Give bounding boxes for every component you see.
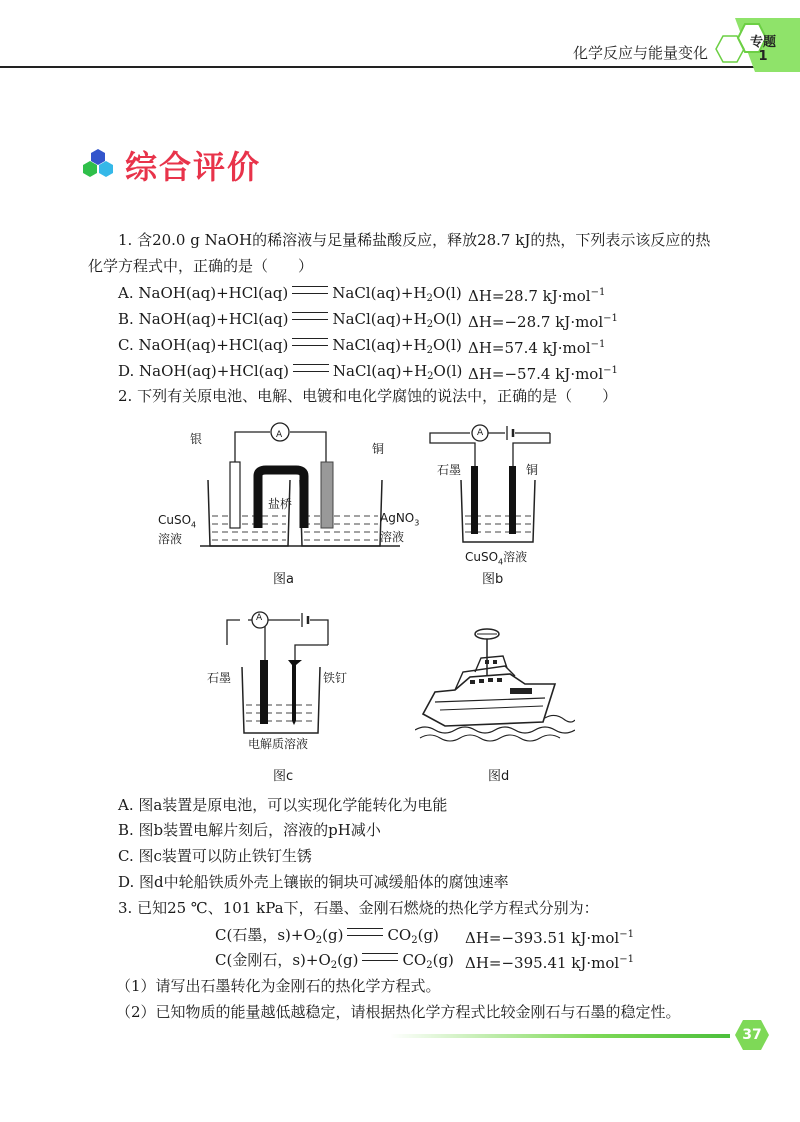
dh-text: ΔH=57.4 kJ·mol bbox=[468, 339, 591, 357]
q3-subquestion-1: （1）请写出石墨转化为金刚石的热化学方程式。 bbox=[116, 977, 441, 995]
option-letter: D. bbox=[118, 362, 135, 380]
page-number: 37 bbox=[742, 1027, 762, 1043]
ammeter-label: A bbox=[256, 613, 263, 623]
rhs: NaCl(aq)+H bbox=[332, 362, 428, 380]
subscript: 2 bbox=[426, 293, 433, 304]
q1-dh-c bbox=[468, 335, 605, 358]
dh-text: ΔH=−393.51 kJ·mol bbox=[465, 929, 620, 947]
eq-part: CO bbox=[402, 951, 427, 969]
superscript: −1 bbox=[603, 313, 618, 324]
q1-stem-line1: 1. 含20.0 g NaOH的稀溶液与足量稀盐酸反应，释放28.7 kJ的热，下列表示该反应的热 bbox=[118, 231, 711, 249]
rhs: NaCl(aq)+H bbox=[332, 284, 427, 302]
q1-option-a bbox=[118, 283, 462, 309]
rhs: NaCl(aq)+H bbox=[332, 310, 427, 328]
label-cuso4 bbox=[158, 513, 196, 546]
q1-stem-line2: 化学方程式中，正确的是（ ） bbox=[88, 257, 314, 275]
figure-c-iron-nail-cell bbox=[220, 605, 340, 740]
superscript: −1 bbox=[603, 365, 618, 376]
superscript: −1 bbox=[619, 954, 634, 965]
equals-sign bbox=[293, 364, 329, 372]
rhs: O(l) bbox=[433, 362, 463, 380]
equals-sign bbox=[347, 928, 383, 936]
equals-sign bbox=[292, 312, 328, 320]
subscript: 2 bbox=[427, 371, 434, 382]
subscript: 4 bbox=[498, 557, 504, 567]
caption-figure-b: 图b bbox=[482, 572, 504, 587]
q1-option-b bbox=[118, 309, 462, 335]
eq-part: CO bbox=[387, 926, 412, 944]
eq-part: C(石墨，s)+O bbox=[215, 926, 316, 944]
superscript: −1 bbox=[619, 929, 634, 940]
equals-sign bbox=[292, 338, 328, 346]
subscript: 2 bbox=[411, 935, 418, 946]
header-rule bbox=[0, 66, 800, 68]
ammeter-label: A bbox=[477, 428, 484, 438]
subscript: 3 bbox=[414, 518, 420, 528]
q3-dh-graphite bbox=[465, 925, 634, 948]
formula: CuSO bbox=[158, 513, 192, 527]
subscript: 2 bbox=[426, 960, 433, 971]
q3-stem: 3. 已知25 ℃、101 kPa下，石墨、金刚石燃烧的热化学方程式分别为： bbox=[118, 899, 599, 917]
eq-part: C(金刚石，s)+O bbox=[215, 951, 331, 969]
superscript: −1 bbox=[590, 287, 606, 298]
q2-option-d: D. 图d中轮船铁质外壳上镶嵌的铜块可减缓船体的腐蚀速率 bbox=[118, 873, 509, 891]
label-solution: 溶液 bbox=[503, 550, 528, 564]
option-letter: B. bbox=[118, 310, 134, 328]
label-silver: 银 bbox=[190, 432, 203, 446]
figure-b-electrolysis-cell bbox=[425, 418, 555, 548]
subscript: 4 bbox=[191, 520, 197, 530]
label-copper: 铜 bbox=[526, 463, 539, 477]
lhs: NaOH(aq)+HCl(aq) bbox=[138, 284, 289, 302]
caption-figure-c: 图c bbox=[273, 769, 294, 784]
cube-cluster-icon bbox=[82, 148, 114, 178]
equals-sign bbox=[362, 953, 398, 961]
ship-icon bbox=[415, 622, 575, 752]
dh-text: ΔH=−57.4 kJ·mol bbox=[468, 365, 604, 383]
label-graphite: 石墨 bbox=[437, 463, 462, 477]
label-agno3 bbox=[380, 511, 419, 544]
q3-subquestion-2: （2）已知物质的能量越低越稳定，请根据热化学方程式比较金刚石与石墨的稳定性。 bbox=[116, 1003, 681, 1021]
lhs: NaOH(aq)+HCl(aq) bbox=[138, 336, 289, 354]
q1-dh-a bbox=[468, 283, 605, 306]
subscript: 2 bbox=[426, 345, 433, 356]
q1-dh-b bbox=[468, 309, 618, 332]
label-solution: 溶液 bbox=[380, 530, 405, 545]
rhs: O(l) bbox=[433, 310, 462, 328]
rhs: O(l) bbox=[433, 336, 462, 354]
hex-outline-icon bbox=[715, 34, 745, 64]
q2-option-b: B. 图b装置电解片刻后，溶液的pH减小 bbox=[118, 821, 381, 839]
section-title: 综合评价 bbox=[125, 148, 262, 186]
label-graphite: 石墨 bbox=[207, 671, 232, 685]
formula: CuSO bbox=[465, 550, 499, 564]
label-iron-nail: 铁钉 bbox=[323, 671, 348, 685]
dh-text: ΔH=28.7 kJ·mol bbox=[468, 287, 591, 305]
chapter-title: 化学反应与能量变化 bbox=[572, 45, 708, 62]
label-cuso4-solution bbox=[465, 550, 527, 569]
caption-figure-a: 图a bbox=[273, 572, 294, 587]
q1-dh-d bbox=[468, 361, 618, 384]
eq-part: (g) bbox=[417, 926, 439, 944]
chapter-badge bbox=[743, 36, 783, 64]
ammeter-label: A bbox=[276, 430, 283, 440]
rhs: O(l) bbox=[432, 284, 462, 302]
eq-part: (g) bbox=[322, 926, 344, 944]
eq-part: (g) bbox=[337, 951, 359, 969]
label-solution: 溶液 bbox=[158, 532, 183, 547]
lhs: NaOH(aq)+HCl(aq) bbox=[138, 310, 289, 328]
option-letter: A. bbox=[118, 284, 134, 302]
q3-equation-diamond bbox=[215, 950, 454, 976]
q3-equation-graphite bbox=[215, 925, 439, 951]
subscript: 2 bbox=[315, 935, 323, 946]
label-electrolyte: 电解质溶液 bbox=[248, 737, 309, 751]
q2-stem: 2. 下列有关原电池、电解、电镀和电化学腐蚀的说法中，正确的是（ ） bbox=[118, 387, 618, 405]
dh-text: ΔH=−28.7 kJ·mol bbox=[468, 313, 604, 331]
dh-text: ΔH=−395.41 kJ·mol bbox=[465, 954, 620, 972]
caption-figure-d: 图d bbox=[488, 769, 510, 784]
q1-option-c bbox=[118, 335, 462, 361]
badge-number: 1 bbox=[758, 49, 768, 64]
eq-part: (g) bbox=[432, 951, 454, 969]
q2-option-c: C. 图c装置可以防止铁钉生锈 bbox=[118, 847, 312, 865]
option-letter: C. bbox=[118, 336, 134, 354]
formula: AgNO bbox=[380, 511, 415, 525]
label-salt-bridge: 盐桥 bbox=[268, 497, 293, 511]
q1-option-d bbox=[118, 361, 462, 387]
equals-sign bbox=[292, 286, 328, 294]
superscript: −1 bbox=[590, 339, 606, 350]
q3-dh-diamond bbox=[465, 950, 634, 973]
rhs: NaCl(aq)+H bbox=[332, 336, 427, 354]
lhs: NaOH(aq)+HCl(aq) bbox=[139, 362, 289, 380]
subscript: 2 bbox=[426, 319, 434, 330]
badge-label: 专题 bbox=[749, 35, 776, 50]
q2-option-a: A. 图a装置是原电池，可以实现化学能转化为电能 bbox=[118, 796, 448, 814]
footer-rule bbox=[390, 1034, 730, 1038]
subscript: 2 bbox=[330, 960, 338, 971]
label-copper: 铜 bbox=[372, 442, 385, 456]
